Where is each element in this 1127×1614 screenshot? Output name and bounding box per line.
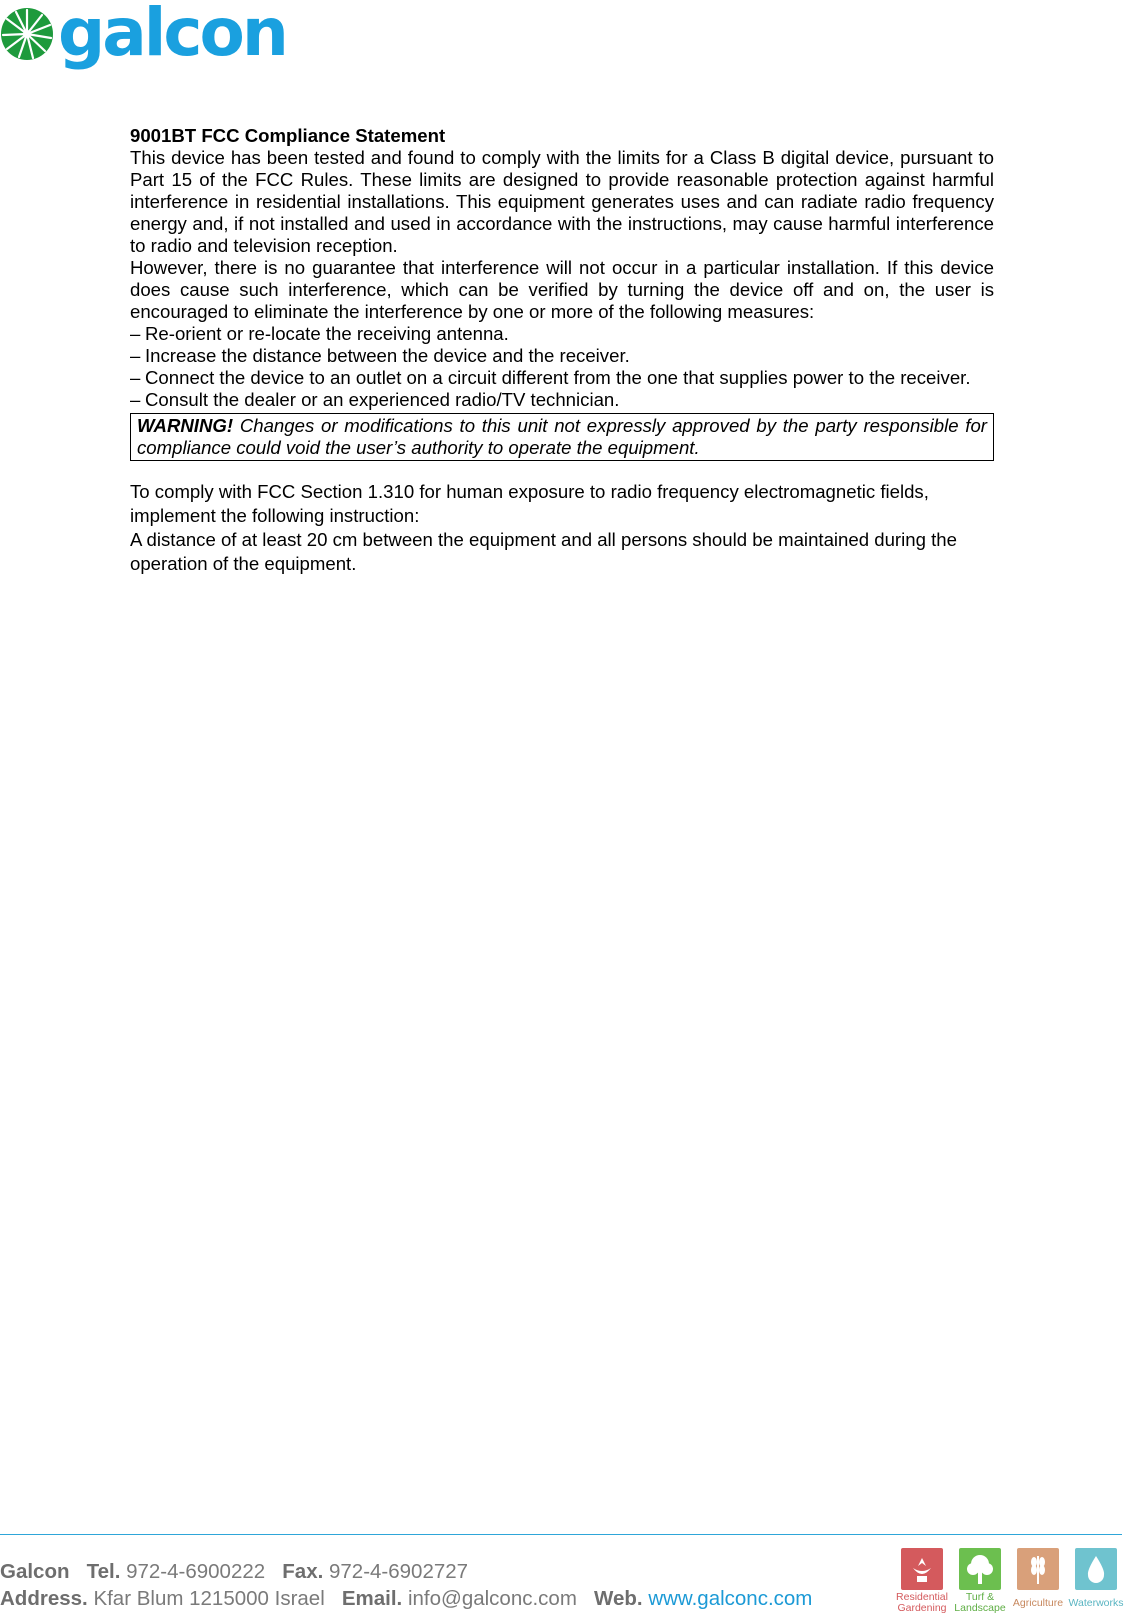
rf-exposure-section: [130, 480, 994, 576]
tel-value: 972-4-6900222: [126, 1560, 266, 1583]
measure-text: Connect the device to an outlet on a circuit different from the one that supplies power to the receiver.: [145, 367, 971, 388]
residential-gardening-icon: [901, 1548, 943, 1590]
warning-box: [130, 413, 994, 461]
turf-landscape-icon: [959, 1548, 1001, 1590]
bullet-dash: –: [130, 345, 141, 366]
sector-waterworks: [1068, 1548, 1124, 1609]
footer-divider: [0, 1534, 1122, 1535]
footer-address-line: [0, 1587, 812, 1611]
sector-label: Turf & Landscape: [954, 1591, 1006, 1614]
rf-exposure-paragraph: To comply with FCC Section 1.310 for human exposure to radio frequency electromagnetic fields, implement the following instruction:: [130, 481, 929, 526]
tel-label: Tel.: [86, 1560, 121, 1583]
sector-icons: [894, 1548, 1127, 1614]
list-item: [130, 345, 994, 367]
fax-value: 972-4-6902727: [329, 1560, 469, 1583]
warning-text: Changes or modifications to this unit not expressly approved by the party responsible for compliance could void the user’s authority to operate the equipment.: [137, 415, 987, 458]
list-item: [130, 367, 994, 389]
galcon-sun-logo-icon: [0, 7, 54, 61]
footer-company: Galcon: [0, 1560, 70, 1583]
sector-turf-landscape: [952, 1548, 1008, 1614]
waterworks-drop-icon: [1075, 1548, 1117, 1590]
list-item: [130, 389, 994, 411]
sector-label: Agriculture: [1012, 1597, 1064, 1609]
fcc-statement: [130, 125, 994, 576]
email-label: Email.: [341, 1587, 403, 1610]
interference-paragraph: However, there is no guarantee that interference will not occur in a particular installation. If this device does cause such interference, which can be verified by turning the device off and on, the user is encouraged to eliminate the interference by one or more of the following measures:: [130, 257, 994, 322]
measure-text: Consult the dealer or an experienced radio/TV technician.: [145, 389, 620, 410]
bullet-dash: –: [130, 367, 141, 388]
bullet-dash: –: [130, 389, 141, 410]
email-link[interactable]: info@galconc.com: [407, 1587, 577, 1610]
web-label: Web.: [594, 1587, 643, 1610]
measures-list: [130, 323, 994, 411]
galcon-logo-text: galcon: [58, 0, 286, 71]
measure-text: Re-orient or re-locate the receiving antenna.: [145, 323, 509, 344]
fax-label: Fax.: [282, 1560, 324, 1583]
address-label: Address.: [0, 1587, 88, 1610]
bullet-dash: –: [130, 323, 141, 344]
sector-label: Residential Gardening: [896, 1591, 948, 1614]
footer-contact-line: [0, 1560, 468, 1584]
list-item: [130, 323, 994, 345]
website-link[interactable]: www.galconc.com: [648, 1587, 813, 1610]
address-value: Kfar Blum 1215000 Israel: [93, 1587, 325, 1610]
compliance-paragraph: This device has been tested and found to comply with the limits for a Class B digital device, pursuant to Part 15 of the FCC Rules. These limits are designed to provide reasonable protection against harmful interference in residential installations. This equipment generates uses and can radiate radio frequency energy and, if not installed and used in accordance with the instructions, may cause harmful interference to radio and television reception.: [130, 147, 994, 256]
sector-label: Waterworks: [1068, 1597, 1124, 1609]
warning-label: WARNING!: [137, 415, 234, 436]
document-title: 9001BT FCC Compliance Statement: [130, 125, 446, 146]
measure-text: Increase the distance between the device and the receiver.: [145, 345, 630, 366]
rf-distance-paragraph: A distance of at least 20 cm between the equipment and all persons should be maintained during the operation of the equipment.: [130, 529, 957, 574]
agriculture-wheat-icon: [1017, 1548, 1059, 1590]
sector-residential-gardening: [894, 1548, 950, 1614]
sector-agriculture: [1010, 1548, 1066, 1609]
galcon-logo: [0, 0, 310, 71]
